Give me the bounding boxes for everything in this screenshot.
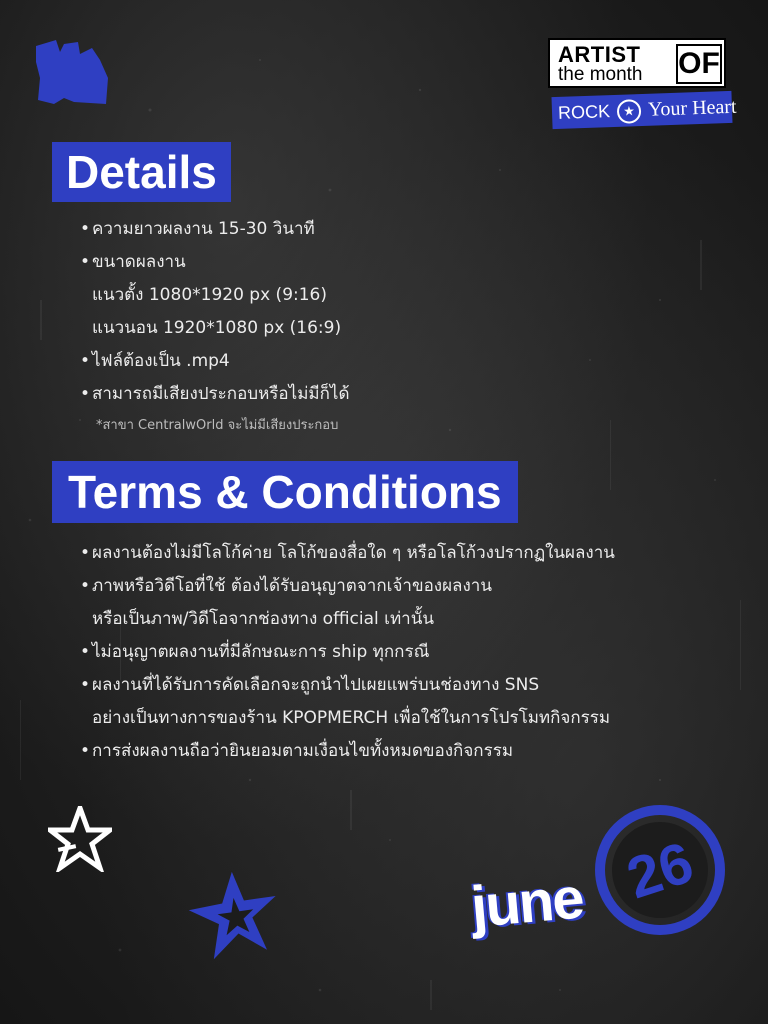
details-item: แนวตั้ง 1080*1920 px (9:16)	[92, 285, 327, 305]
june-text: june	[468, 865, 585, 940]
blue-star-icon	[186, 868, 282, 964]
details-heading: Details	[52, 142, 231, 202]
terms-heading: Terms & Conditions	[52, 461, 518, 523]
your-heart-text: Your Heart	[647, 95, 737, 121]
details-item: • ไฟล์ต้องเป็น .mp4	[80, 346, 350, 379]
white-star-icon	[48, 806, 112, 872]
terms-list	[80, 538, 615, 769]
terms-item: • ภาพหรือวิดีโอที่ใช้ ต้องได้รับอนุญาตจากเจ้าของผลงาน	[80, 571, 615, 604]
terms-item: อย่างเป็นทางการของร้าน KPOPMERCH เพื่อใช้ในการโปรโมทกิจกรรม	[92, 708, 611, 728]
terms-item: • ผลงานที่ได้รับการคัดเลือกจะถูกนำไปเผยแพร่บนช่องทาง SNS	[80, 670, 615, 703]
badge-26-icon	[592, 802, 728, 938]
artist-of-the-month-logo	[548, 38, 737, 130]
terms-item: • การส่งผลงานถือว่ายินยอมตามเงื่อนไขทั้งหมดของกิจกรรม	[80, 736, 615, 769]
details-item: • ความยาวผลงาน 15-30 วินาที	[80, 214, 350, 247]
logo-artist-text: ARTIST	[558, 42, 641, 67]
logo-box	[548, 38, 726, 88]
details-list	[80, 214, 350, 412]
terms-item: หรือเป็นภาพ/วิดีโอจากช่องทาง official เท่านั้น	[92, 609, 434, 629]
terms-item: • ไม่อนุญาตผลงานที่มีลักษณะการ ship ทุกกรณี	[80, 637, 615, 670]
badge-number: 26	[619, 829, 701, 912]
details-item: • ขนาดผลงาน	[80, 247, 350, 280]
details-note: *สาขา CentralwOrld จะไม่มีเสียงประกอบ	[96, 418, 339, 433]
logo-of-text: OF	[676, 44, 722, 84]
logo-the-month-text: the month	[558, 64, 643, 85]
rock-text: ROCK	[557, 101, 611, 123]
terms-item: • ผลงานต้องไม่มีโลโก้ค่าย โลโก้ของสื่อใด ๆ หรือโลโก้วงปรากฏในผลงาน	[80, 538, 615, 571]
star-icon: ★	[617, 99, 642, 124]
rock-your-heart-banner	[551, 91, 737, 129]
details-item: แนวนอน 1920*1080 px (16:9)	[92, 318, 342, 338]
abstract-blob-icon	[34, 38, 110, 106]
details-item: • สามารถมีเสียงประกอบหรือไม่มีก็ได้	[80, 379, 350, 412]
